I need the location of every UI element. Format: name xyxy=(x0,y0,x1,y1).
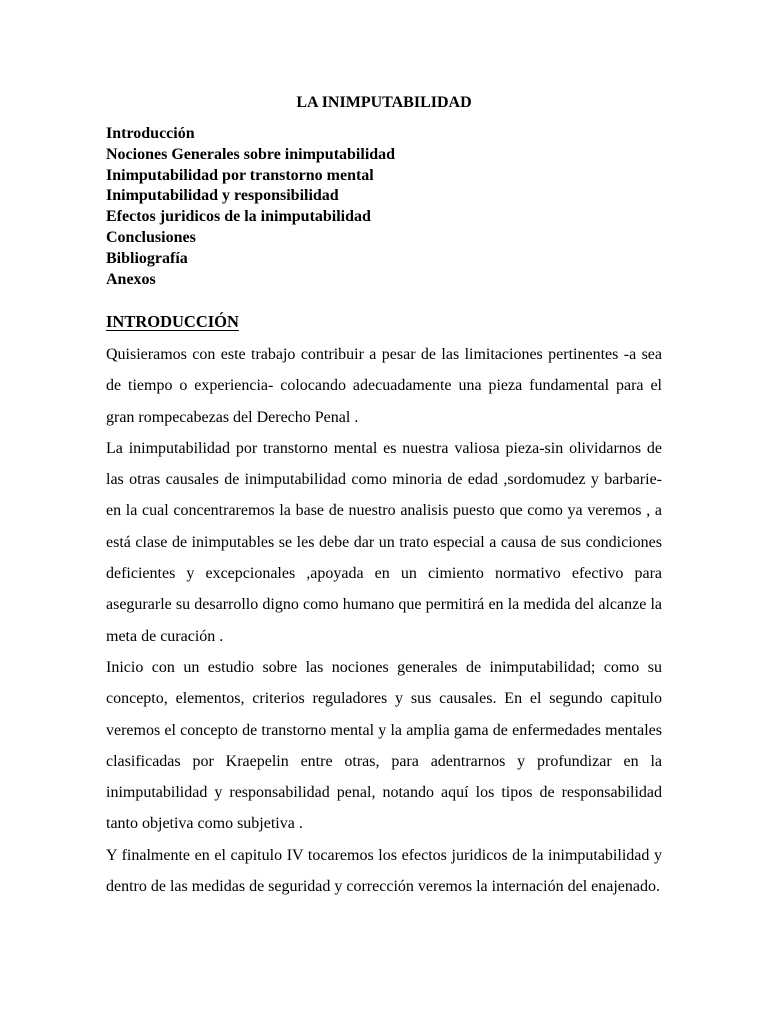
paragraph: Y finalmente en el capitulo IV tocaremos los efectos juridicos de la inimputabilidad y dentro de las medidas de seguridad y corrección veremos la internación del enajenado. xyxy=(106,846,662,896)
toc-item-efectos-juridicos: Efectos juridicos de la inimputabilidad xyxy=(106,208,371,226)
toc-item-anexos: Anexos xyxy=(106,270,156,288)
section-heading-introduccion: INTRODUCCIÓN xyxy=(106,312,239,331)
toc-item-responsibilidad: Inimputabilidad y responsibilidad xyxy=(106,187,339,205)
paragraph: La inimputabilidad por transtorno mental es nuestra valiosa pieza-sin olividarnos de las otras causales de inimputabilidad como minoria de edad ,sordomudez y barbarie- en la cual concentraremos la base de nuestro analisis puesto que como ya veremos , a está clase de inimputables se les debe dar un trato especial a causa de sus condiciones deficientes y excepcionales ,apoyada en un cimiento normativo efectivo para asegurarle su desarrollo digno como humano que permitirá en la medida del alcanze la meta de curación . xyxy=(106,439,662,645)
document-title: LA INIMPUTABILIDAD xyxy=(296,94,472,111)
paragraph: Quisieramos con este trabajo contribuir a pesar de las limitaciones pertinentes -a sea de tiempo o experiencia- colocando adecuadamente una pieza fundamental para el gran rompecabezas del Derecho Penal . xyxy=(106,346,662,426)
toc-item-conclusiones: Conclusiones xyxy=(106,228,196,246)
table-of-contents xyxy=(106,124,666,290)
body-text xyxy=(106,339,662,902)
toc-item-nociones-generales: Nociones Generales sobre inimputabilidad xyxy=(106,145,396,163)
toc-item-introduccion: Introducción xyxy=(106,125,195,142)
paragraph: Inicio con un estudio sobre las nociones generales de inimputabilidad; como su concepto, elementos, criterios reguladores y sus causales. En el segundo capitulo veremos el concepto de transtorno mental y la amplia gama de enfermedades mentales clasificadas por Kraepelin entre otras, para adentrarnos y profundizar en la inimputabilidad y responsabilidad penal, notando aquí los tipos de responsabilidad tanto objetiva como subjetiva . xyxy=(106,658,662,833)
toc-item-transtorno-mental: Inimputabilidad por transtorno mental xyxy=(106,166,374,184)
toc-item-bibliografia: Bibliografía xyxy=(106,249,188,267)
